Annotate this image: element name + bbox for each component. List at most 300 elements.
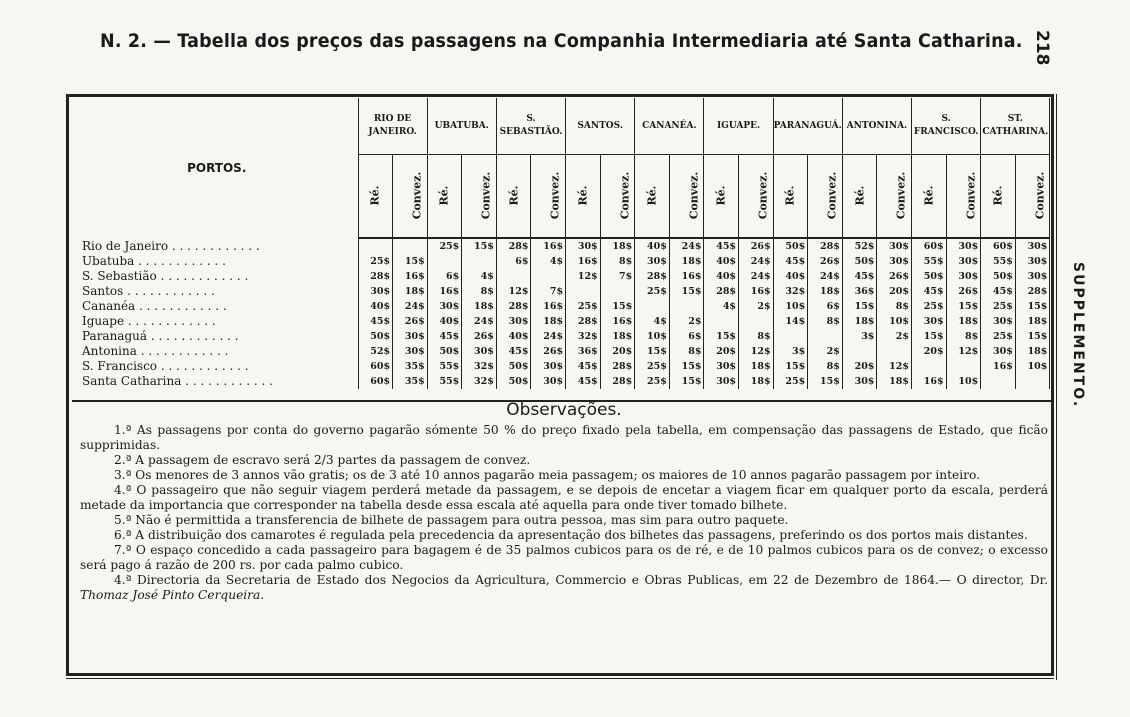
fare-cell: 10$ [1015, 359, 1050, 374]
fare-cell: 15$ [635, 344, 670, 359]
fare-cell: 40$ [358, 299, 393, 314]
fare-cell: 30$ [1015, 238, 1050, 254]
fare-cell: 16$ [531, 299, 566, 314]
fare-cell [704, 314, 739, 329]
port-label: Rio de Janeiro [82, 238, 169, 253]
fare-cell: 55$ [981, 254, 1016, 269]
fare-cell: 50$ [981, 269, 1016, 284]
fare-cell: 50$ [842, 254, 877, 269]
fare-cell: 16$ [912, 374, 947, 389]
fare-cell [358, 238, 393, 254]
port-label: Paranaguá [82, 329, 148, 343]
sub-header [566, 155, 601, 239]
sub-header-label: Convez. [894, 171, 908, 220]
table-row [76, 299, 1050, 314]
sub-header [1015, 155, 1050, 239]
fare-cell: 26$ [393, 314, 428, 329]
fare-cell: 28$ [566, 314, 601, 329]
page-number: 218 [1032, 30, 1052, 66]
fare-cell [912, 359, 947, 374]
fare-cell: 16$ [393, 269, 428, 284]
fare-cell: 30$ [946, 238, 981, 254]
fare-cell: 8$ [669, 344, 704, 359]
fare-cell: 26$ [531, 344, 566, 359]
fare-cell: 2$ [739, 299, 774, 314]
fare-cell: 30$ [877, 254, 912, 269]
port-name [76, 238, 358, 254]
table-row [76, 344, 1050, 359]
fare-cell: 15$ [808, 374, 843, 389]
fare-cell: 45$ [496, 344, 531, 359]
signature-name: Thomaz José Pinto Cerqueira. [80, 588, 265, 602]
column-header: RIO DE JANEIRO. [358, 98, 427, 155]
fare-cell: 28$ [635, 269, 670, 284]
fare-cell: 52$ [358, 344, 393, 359]
fare-cell: 6$ [808, 299, 843, 314]
fare-cell: 8$ [739, 329, 774, 344]
fare-cell [946, 359, 981, 374]
fare-cell: 30$ [427, 299, 462, 314]
table-row [76, 374, 1050, 389]
fare-cell: 30$ [1015, 269, 1050, 284]
fare-cell [566, 284, 601, 299]
sub-header-label: Convez. [963, 171, 977, 220]
observations [80, 400, 1048, 603]
fare-cell [531, 269, 566, 284]
fare-cell: 15$ [842, 299, 877, 314]
fare-cell: 16$ [566, 254, 601, 269]
sub-header-label: Convez. [617, 171, 631, 220]
sub-header-label: Ré. [576, 185, 590, 206]
fare-cell: 16$ [427, 284, 462, 299]
fare-cell: 15$ [669, 359, 704, 374]
fare-cell: 18$ [739, 374, 774, 389]
fare-cell: 16$ [981, 359, 1016, 374]
sub-header-label: Ré. [714, 185, 728, 206]
observation-item: 7.ª O espaço concedido a cada passageiro para bagagem é de 35 palmos cubicos para os de ré, e de 10 palmos cubicos para os de convez; o excesso será pago á razão de 200 rs. por cada palmo cubico. [80, 543, 1048, 572]
observation-item: 5.ª Não é permittida a transferencia de bilhete de passagem para outra pessoa, mas sim para outro paquete. [114, 513, 789, 527]
fare-cell: 20$ [842, 359, 877, 374]
sub-header [739, 155, 774, 239]
fare-cell: 60$ [358, 374, 393, 389]
fare-cell: 18$ [393, 284, 428, 299]
fare-cell: 45$ [358, 314, 393, 329]
sub-header [600, 155, 635, 239]
leader-dots: . . . . . . . . . . . . [157, 359, 249, 373]
fare-cell: 25$ [635, 284, 670, 299]
column-header: S. FRANCISCO. [912, 98, 981, 155]
fare-cell: 30$ [981, 314, 1016, 329]
fare-cell: 40$ [773, 269, 808, 284]
observation-item: 2.ª A passagem de escravo será 2/3 partes da passagem de convez. [114, 453, 531, 467]
fare-cell: 28$ [808, 238, 843, 254]
sub-header-label: Ré. [853, 185, 867, 206]
sub-header [496, 155, 531, 239]
fare-cell: 50$ [912, 269, 947, 284]
fare-cell: 45$ [981, 284, 1016, 299]
fare-cell: 18$ [600, 329, 635, 344]
sub-header [669, 155, 704, 239]
fare-cell: 55$ [427, 374, 462, 389]
sub-header [358, 155, 393, 239]
fare-cell: 26$ [877, 269, 912, 284]
fare-cell: 25$ [912, 299, 947, 314]
table-row [76, 359, 1050, 374]
fare-cell: 20$ [600, 344, 635, 359]
fare-cell: 24$ [393, 299, 428, 314]
fare-cell: 28$ [704, 284, 739, 299]
fare-cell: 18$ [1015, 314, 1050, 329]
fare-cell: 8$ [600, 254, 635, 269]
fare-cell: 50$ [496, 359, 531, 374]
sub-header-label: Ré. [507, 185, 521, 206]
leader-dots: . . . . . . . . . . . . [123, 284, 215, 298]
sub-header-label: Convez. [825, 171, 839, 220]
sub-header [704, 155, 739, 239]
observation-item: 6.ª A distribuição dos camarotes é regulada pela precedencia da apresentação dos bilhetes das passagens, preferindo os dos portos mais distantes. [114, 528, 1028, 542]
fare-cell: 8$ [808, 359, 843, 374]
sub-header-label: Convez. [479, 171, 493, 220]
fare-cell: 28$ [496, 238, 531, 254]
fare-cell: 15$ [773, 359, 808, 374]
observation-item: 1.ª As passagens por conta do governo pagarão sómente 50 % do preço fixado pela tabella, em compensação das passagens de Estado, que ficão supprimidas. [80, 423, 1048, 452]
table-row [76, 254, 1050, 269]
fare-cell: 30$ [531, 359, 566, 374]
column-header: IGUAPE. [704, 98, 773, 155]
column-header: PARANAGUÁ. [773, 98, 842, 155]
fare-cell: 18$ [739, 359, 774, 374]
fare-cell: 25$ [566, 299, 601, 314]
column-header: ST. CATHARINA. [981, 98, 1050, 155]
fare-cell: 30$ [566, 238, 601, 254]
fare-cell: 25$ [358, 254, 393, 269]
leader-dots: . . . . . . . . . . . . [135, 299, 227, 313]
table-row [76, 314, 1050, 329]
fare-cell: 18$ [842, 314, 877, 329]
fare-cell: 28$ [358, 269, 393, 284]
port-label: S. Francisco [82, 359, 158, 373]
fare-cell [1015, 374, 1050, 389]
sub-header [427, 155, 462, 239]
fare-cell: 60$ [358, 359, 393, 374]
fare-cell: 18$ [669, 254, 704, 269]
fare-cell [635, 299, 670, 314]
sub-header [393, 155, 428, 239]
fare-cell: 15$ [1015, 299, 1050, 314]
fare-cell: 10$ [635, 329, 670, 344]
fare-cell: 50$ [358, 329, 393, 344]
fare-cell: 40$ [704, 269, 739, 284]
fare-cell: 40$ [704, 254, 739, 269]
fare-cell: 45$ [566, 374, 601, 389]
fare-cell [600, 284, 635, 299]
port-label: Cananéa [82, 299, 136, 313]
port-label: S. Sebastião [82, 269, 157, 283]
fare-cell: 40$ [496, 329, 531, 344]
fare-cell: 45$ [842, 269, 877, 284]
port-name [76, 254, 358, 269]
table-row [76, 284, 1050, 299]
fare-cell: 60$ [912, 238, 947, 254]
side-label: SUPPLEMENTO. [1070, 262, 1086, 409]
fare-cell: 15$ [1015, 329, 1050, 344]
fare-cell [739, 314, 774, 329]
fare-cell: 35$ [393, 374, 428, 389]
fare-cell: 15$ [600, 299, 635, 314]
sub-header [877, 155, 912, 239]
fare-cell: 45$ [912, 284, 947, 299]
fare-cell [981, 374, 1016, 389]
port-label: Antonina [82, 344, 137, 358]
column-header: ANTONINA. [842, 98, 911, 155]
fare-cell: 30$ [462, 344, 497, 359]
observation-item: 3.ª Os menores de 3 annos vão gratis; os de 3 até 10 annos pagarão meia passagem; os maiores de 10 annos pagarão passagem por inteiro. [114, 468, 980, 482]
observations-heading: Observações. [506, 400, 622, 420]
leader-dots: . . . . . . . . . . . . [134, 254, 226, 268]
fare-cell: 30$ [635, 254, 670, 269]
fare-cell: 50$ [427, 344, 462, 359]
fare-cell: 25$ [773, 374, 808, 389]
fare-cell: 4$ [462, 269, 497, 284]
fare-cell: 20$ [877, 284, 912, 299]
fare-cell [877, 344, 912, 359]
leader-dots: . . . . . . . . . . . . [147, 329, 239, 343]
fare-cell: 6$ [669, 329, 704, 344]
fare-cell: 26$ [946, 284, 981, 299]
fare-cell: 4$ [531, 254, 566, 269]
port-name [76, 269, 358, 284]
fare-cell: 4$ [635, 314, 670, 329]
fare-cell: 4$ [704, 299, 739, 314]
fare-cell: 55$ [427, 359, 462, 374]
fare-cell: 32$ [566, 329, 601, 344]
sub-header-label: Ré. [991, 185, 1005, 206]
fare-cell: 45$ [704, 238, 739, 254]
fare-cell [773, 329, 808, 344]
fare-cell: 25$ [635, 374, 670, 389]
fare-cell: 40$ [635, 238, 670, 254]
fare-cell: 20$ [912, 344, 947, 359]
fare-cell: 28$ [600, 374, 635, 389]
fare-cell: 16$ [739, 284, 774, 299]
fare-cell: 18$ [1015, 344, 1050, 359]
leader-dots: . . . . . . . . . . . . [136, 344, 229, 358]
fare-cell: 30$ [1015, 254, 1050, 269]
fare-cell: 26$ [739, 238, 774, 254]
fare-cell: 35$ [393, 359, 428, 374]
fare-cell: 24$ [739, 254, 774, 269]
fare-cell: 18$ [808, 284, 843, 299]
column-header: S. SEBASTIÃO. [496, 98, 565, 155]
fare-cell: 10$ [877, 314, 912, 329]
sub-header [981, 155, 1016, 239]
sub-header-label: Ré. [437, 185, 451, 206]
fare-cell: 40$ [427, 314, 462, 329]
fare-cell: 25$ [427, 238, 462, 254]
fare-cell: 18$ [877, 374, 912, 389]
page-title: N. 2. — Tabella dos preços das passagens na Companhia Intermediaria até Santa Catharina. [100, 30, 1023, 52]
fare-cell [462, 254, 497, 269]
sub-header [842, 155, 877, 239]
column-header: SANTOS. [566, 98, 635, 155]
fare-cell: 24$ [669, 238, 704, 254]
leader-dots: . . . . . . . . . . . . [124, 314, 216, 328]
sub-header-label: Ré. [783, 185, 797, 206]
fare-cell: 16$ [600, 314, 635, 329]
port-name [76, 284, 358, 299]
fare-cell: 30$ [393, 344, 428, 359]
table-row [76, 329, 1050, 344]
fare-cell: 16$ [531, 238, 566, 254]
fare-cell: 18$ [600, 238, 635, 254]
signature-text: 4.ª Directoria da Secretaria de Estado dos Negocios da Agricultura, Commercio e Obras Publicas, em 22 de Dezembro de 1864.— O director, Dr. [114, 573, 1048, 587]
fare-cell: 45$ [566, 359, 601, 374]
fare-cell: 12$ [877, 359, 912, 374]
port-name [76, 299, 358, 314]
fare-cell [427, 254, 462, 269]
port-name [76, 374, 358, 389]
fare-cell: 6$ [427, 269, 462, 284]
fare-cell: 30$ [981, 344, 1016, 359]
fare-cell: 30$ [358, 284, 393, 299]
fare-cell: 12$ [946, 344, 981, 359]
fare-cell: 52$ [842, 238, 877, 254]
port-name [76, 344, 358, 359]
port-name [76, 329, 358, 344]
fare-cell: 36$ [842, 284, 877, 299]
fare-cell: 24$ [462, 314, 497, 329]
table-row [76, 238, 1050, 254]
port-label: Iguape [82, 314, 125, 328]
fare-cell: 32$ [773, 284, 808, 299]
fare-cell: 55$ [912, 254, 947, 269]
sub-header [912, 155, 947, 239]
fare-cell: 36$ [566, 344, 601, 359]
fare-cell: 25$ [635, 359, 670, 374]
fare-cell: 45$ [773, 254, 808, 269]
fare-cell: 8$ [946, 329, 981, 344]
table-row [76, 269, 1050, 284]
fare-cell: 30$ [531, 374, 566, 389]
sub-header [808, 155, 843, 239]
fare-cell [808, 329, 843, 344]
fare-cell: 32$ [462, 359, 497, 374]
fare-cell: 15$ [669, 284, 704, 299]
fare-cell: 15$ [912, 329, 947, 344]
fare-cell: 10$ [946, 374, 981, 389]
sub-header [946, 155, 981, 239]
fare-cell: 50$ [773, 238, 808, 254]
fare-cell: 26$ [808, 254, 843, 269]
fare-cell: 30$ [393, 329, 428, 344]
fare-cell: 25$ [981, 329, 1016, 344]
fare-cell: 18$ [462, 299, 497, 314]
leader-dots: . . . . . . . . . . . . [168, 238, 260, 253]
fare-cell: 2$ [808, 344, 843, 359]
sub-header [462, 155, 497, 239]
fare-cell: 24$ [739, 269, 774, 284]
fare-cell: 3$ [773, 344, 808, 359]
fare-table [76, 98, 1050, 389]
fare-cell: 15$ [704, 329, 739, 344]
port-label: Santa Catharina [82, 374, 182, 388]
fare-cell: 30$ [946, 254, 981, 269]
fare-cell: 12$ [739, 344, 774, 359]
fare-cell: 30$ [842, 374, 877, 389]
leader-dots: . . . . . . . . . . . . [181, 374, 273, 388]
fare-cell: 50$ [496, 374, 531, 389]
port-label: Santos [82, 284, 124, 298]
sub-header-label: Convez. [687, 171, 701, 220]
column-header: CANANÉA. [635, 98, 704, 155]
fare-cell: 15$ [462, 238, 497, 254]
frame-rule [1056, 94, 1057, 680]
fare-cell: 6$ [496, 254, 531, 269]
fare-cell: 15$ [669, 374, 704, 389]
ports-header: PORTOS. [187, 160, 247, 175]
fare-cell: 24$ [531, 329, 566, 344]
port-name [76, 314, 358, 329]
fare-cell: 30$ [946, 269, 981, 284]
fare-cell: 28$ [600, 359, 635, 374]
sub-header-label: Ré. [922, 185, 936, 206]
fare-cell: 30$ [877, 238, 912, 254]
fare-cell [842, 344, 877, 359]
fare-cell: 45$ [427, 329, 462, 344]
fare-cell: 2$ [669, 314, 704, 329]
fare-cell: 8$ [462, 284, 497, 299]
fare-cell: 28$ [496, 299, 531, 314]
leader-dots: . . . . . . . . . . . . [156, 269, 249, 283]
fare-cell [496, 269, 531, 284]
frame-rule [66, 678, 1054, 679]
sub-header-label: Convez. [1033, 171, 1047, 220]
fare-cell: 12$ [496, 284, 531, 299]
fare-cell: 26$ [462, 329, 497, 344]
fare-cell: 14$ [773, 314, 808, 329]
sub-header-label: Ré. [368, 185, 382, 206]
fare-cell: 3$ [842, 329, 877, 344]
observation-item: 4.ª O passageiro que não seguir viagem perderá metade da passagem, e se depois de encetar a viagem ficar em qualquer porto da escala, perderá metade da importancia que corresponder na tabella desde essa escala até aquella para onde tiver tomado bilhete. [80, 483, 1048, 512]
fare-cell: 18$ [531, 314, 566, 329]
fare-cell: 16$ [669, 269, 704, 284]
fare-cell: 12$ [566, 269, 601, 284]
port-label: Ubatuba [82, 254, 135, 268]
fare-cell: 8$ [877, 299, 912, 314]
fare-cell: 15$ [946, 299, 981, 314]
fare-cell [669, 299, 704, 314]
sub-header-label: Ré. [645, 185, 659, 206]
fare-cell: 7$ [600, 269, 635, 284]
sub-header [635, 155, 670, 239]
fare-cell: 20$ [704, 344, 739, 359]
fare-cell: 30$ [912, 314, 947, 329]
fare-cell: 30$ [496, 314, 531, 329]
port-name [76, 359, 358, 374]
sub-header-label: Convez. [548, 171, 562, 220]
fare-cell: 2$ [877, 329, 912, 344]
fare-cell: 28$ [1015, 284, 1050, 299]
fare-cell: 30$ [704, 359, 739, 374]
fare-cell: 25$ [981, 299, 1016, 314]
fare-cell: 24$ [808, 269, 843, 284]
fare-cell: 32$ [462, 374, 497, 389]
fare-cell: 8$ [808, 314, 843, 329]
fare-cell: 10$ [773, 299, 808, 314]
fare-cell: 30$ [704, 374, 739, 389]
sub-header-label: Convez. [756, 171, 770, 220]
signature [80, 573, 1048, 603]
